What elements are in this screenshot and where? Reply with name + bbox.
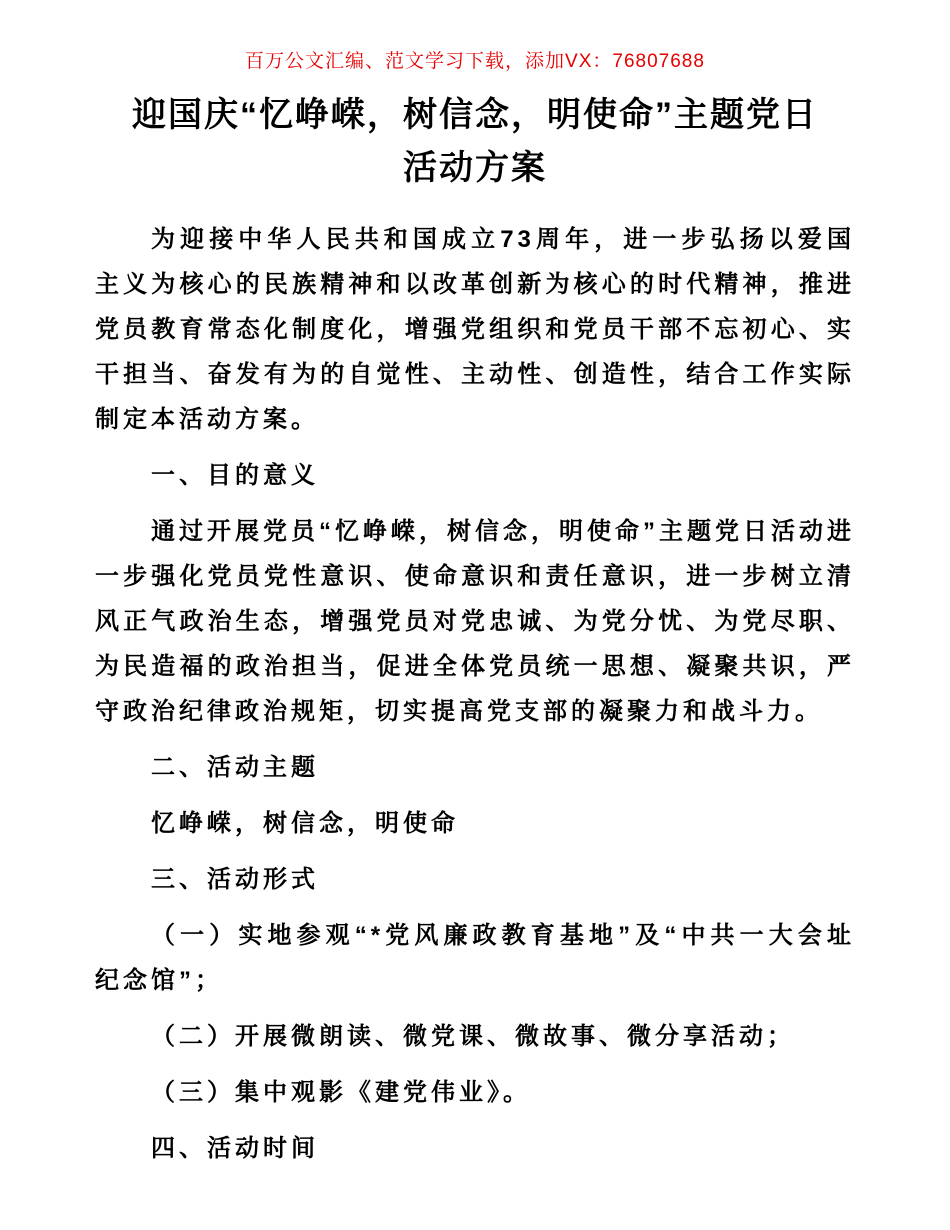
document-title bbox=[95, 89, 855, 195]
promo-banner: 百万公文汇编、范文学习下载，添加VX：76807688 bbox=[245, 51, 705, 72]
paragraph-form-item-3: （三）集中观影《建党伟业》。 bbox=[151, 1079, 531, 1106]
document-title-line-2: 活动方案 bbox=[403, 149, 547, 187]
section-heading-2: 二、活动主题 bbox=[151, 754, 319, 781]
section-heading-3: 三、活动形式 bbox=[151, 866, 319, 893]
document-body bbox=[95, 217, 855, 1171]
paragraph-form-item-2: （二）开展微朗读、微党课、微故事、微分享活动； bbox=[151, 1023, 795, 1050]
section-heading-4: 四、活动时间 bbox=[151, 1135, 319, 1162]
section-heading-1: 一、目的意义 bbox=[151, 462, 319, 489]
paragraph-intro: 为迎接中华人民共和国成立73周年，进一步弘扬以爱国主义为核心的民族精神和以改革创新为核心的时代精神，推进党员教育常态化制度化，增强党组织和党员干部不忘初心、实干担当、奋发有为的自觉性、主动性、创造性，结合工作实际制定本活动方案。 bbox=[95, 226, 855, 433]
document-title-line-1: 迎国庆“忆峥嵘，树信念，明使命”主题党日 bbox=[132, 96, 818, 134]
paragraph-purpose: 通过开展党员“忆峥嵘，树信念，明使命”主题党日活动进一步强化党员党性意识、使命意识和责任意识，进一步树立清风正气政治生态，增强党员对党忠诚、为党分忧、为党尽职、为民造福的政治担当，促进全体党员统一思想、凝聚共识，严守政治纪律政治规矩，切实提高党支部的凝聚力和战斗力。 bbox=[95, 518, 855, 725]
paragraph-theme: 忆峥嵘，树信念，明使命 bbox=[151, 810, 459, 837]
paragraph-form-item-1: （一）实地参观“*党风廉政教育基地”及“中共一大会址纪念馆”； bbox=[95, 922, 855, 994]
